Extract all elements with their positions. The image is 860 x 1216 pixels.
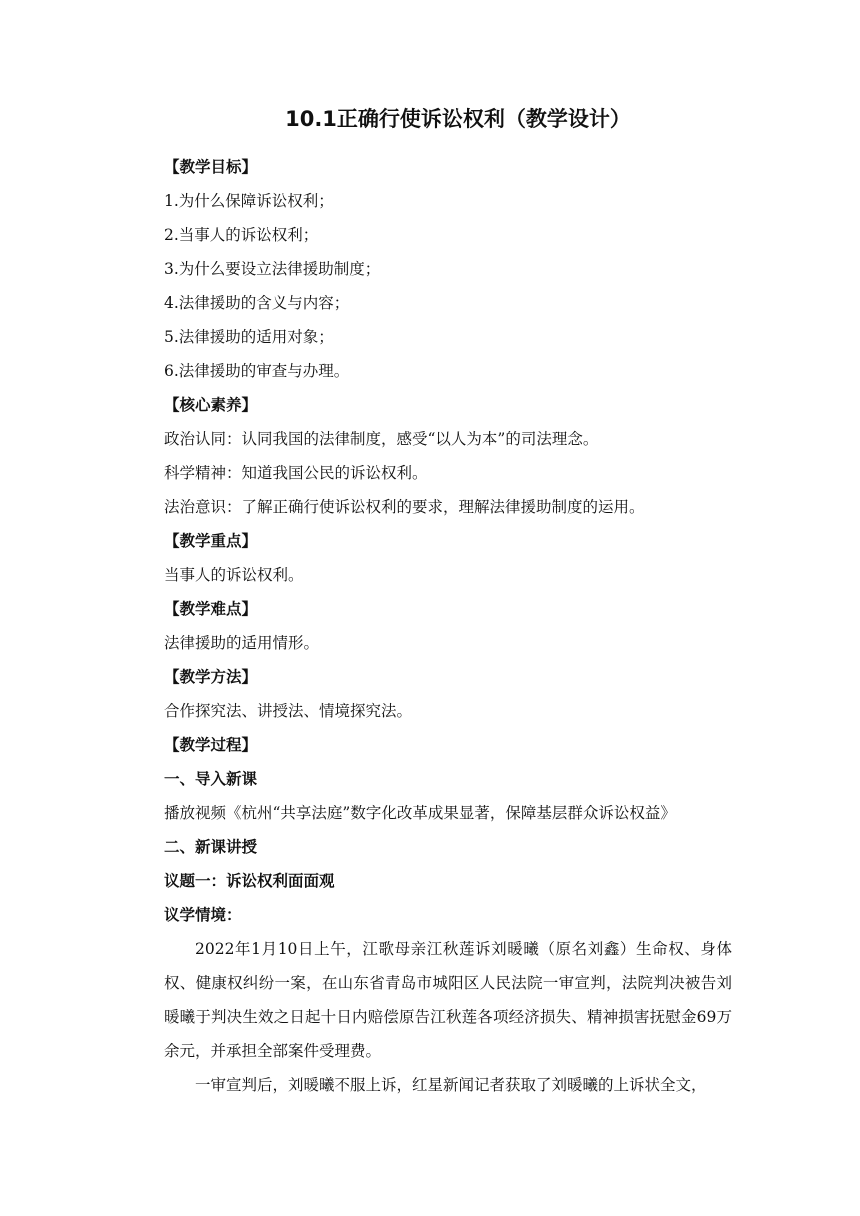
objective-item: 6.法律援助的审查与办理。 xyxy=(164,362,350,380)
process-heading: 【教学过程】 xyxy=(164,736,258,754)
objective-item: 2.当事人的诉讼权利； xyxy=(164,226,319,244)
literacy-item: 法治意识：了解正确行使诉讼权利的要求，理解法律援助制度的运用。 xyxy=(164,498,645,516)
objective-item: 3.为什么要设立法律援助制度； xyxy=(164,260,381,278)
methods-text: 合作探究法、讲授法、情境探究法。 xyxy=(164,702,413,720)
part1-heading: 一、导入新课 xyxy=(164,770,258,788)
topic1-heading: 议题一：诉讼权利面面观 xyxy=(164,872,335,890)
difficulty-text: 法律援助的适用情形。 xyxy=(164,634,320,652)
literacy-heading: 【核心素养】 xyxy=(164,396,258,414)
document-body xyxy=(164,104,732,1102)
objectives-heading: 【教学目标】 xyxy=(164,158,258,176)
scenario-paragraph: 2022年1月10日上午，江歌母亲江秋莲诉刘暖曦（原名刘鑫）生命权、身体权、健康权纠纷一案，在山东省青岛市城阳区人民法院一审宣判，法院判决被告刘暖曦于判决生效之日起十日内赔偿原告江秋莲各项经济损失、精神损害抚慰金69万余元，并承担全部案件受理费。 xyxy=(164,940,732,1060)
literacy-item: 政治认同：认同我国的法律制度，感受“以人为本”的司法理念。 xyxy=(164,430,599,448)
part1-text: 播放视频《杭州“共享法庭”数字化改革成果显著，保障基层群众诉讼权益》 xyxy=(164,804,676,822)
literacy-item: 科学精神：知道我国公民的诉讼权利。 xyxy=(164,464,428,482)
difficulty-heading: 【教学难点】 xyxy=(164,600,258,618)
scenario-heading: 议学情境： xyxy=(164,906,242,924)
page-title: 10.1正确行使诉讼权利（教学设计） xyxy=(285,107,631,131)
objective-item: 1.为什么保障诉讼权利； xyxy=(164,192,334,210)
methods-heading: 【教学方法】 xyxy=(164,668,258,686)
part2-heading: 二、新课讲授 xyxy=(164,838,258,856)
objective-item: 4.法律援助的含义与内容； xyxy=(164,294,350,312)
objective-item: 5.法律援助的适用对象； xyxy=(164,328,334,346)
key-point-heading: 【教学重点】 xyxy=(164,532,258,550)
scenario-paragraph: 一审宣判后，刘暖曦不服上诉，红星新闻记者获取了刘暖曦的上诉状全文， xyxy=(195,1076,707,1094)
key-point-text: 当事人的诉讼权利。 xyxy=(164,566,304,584)
